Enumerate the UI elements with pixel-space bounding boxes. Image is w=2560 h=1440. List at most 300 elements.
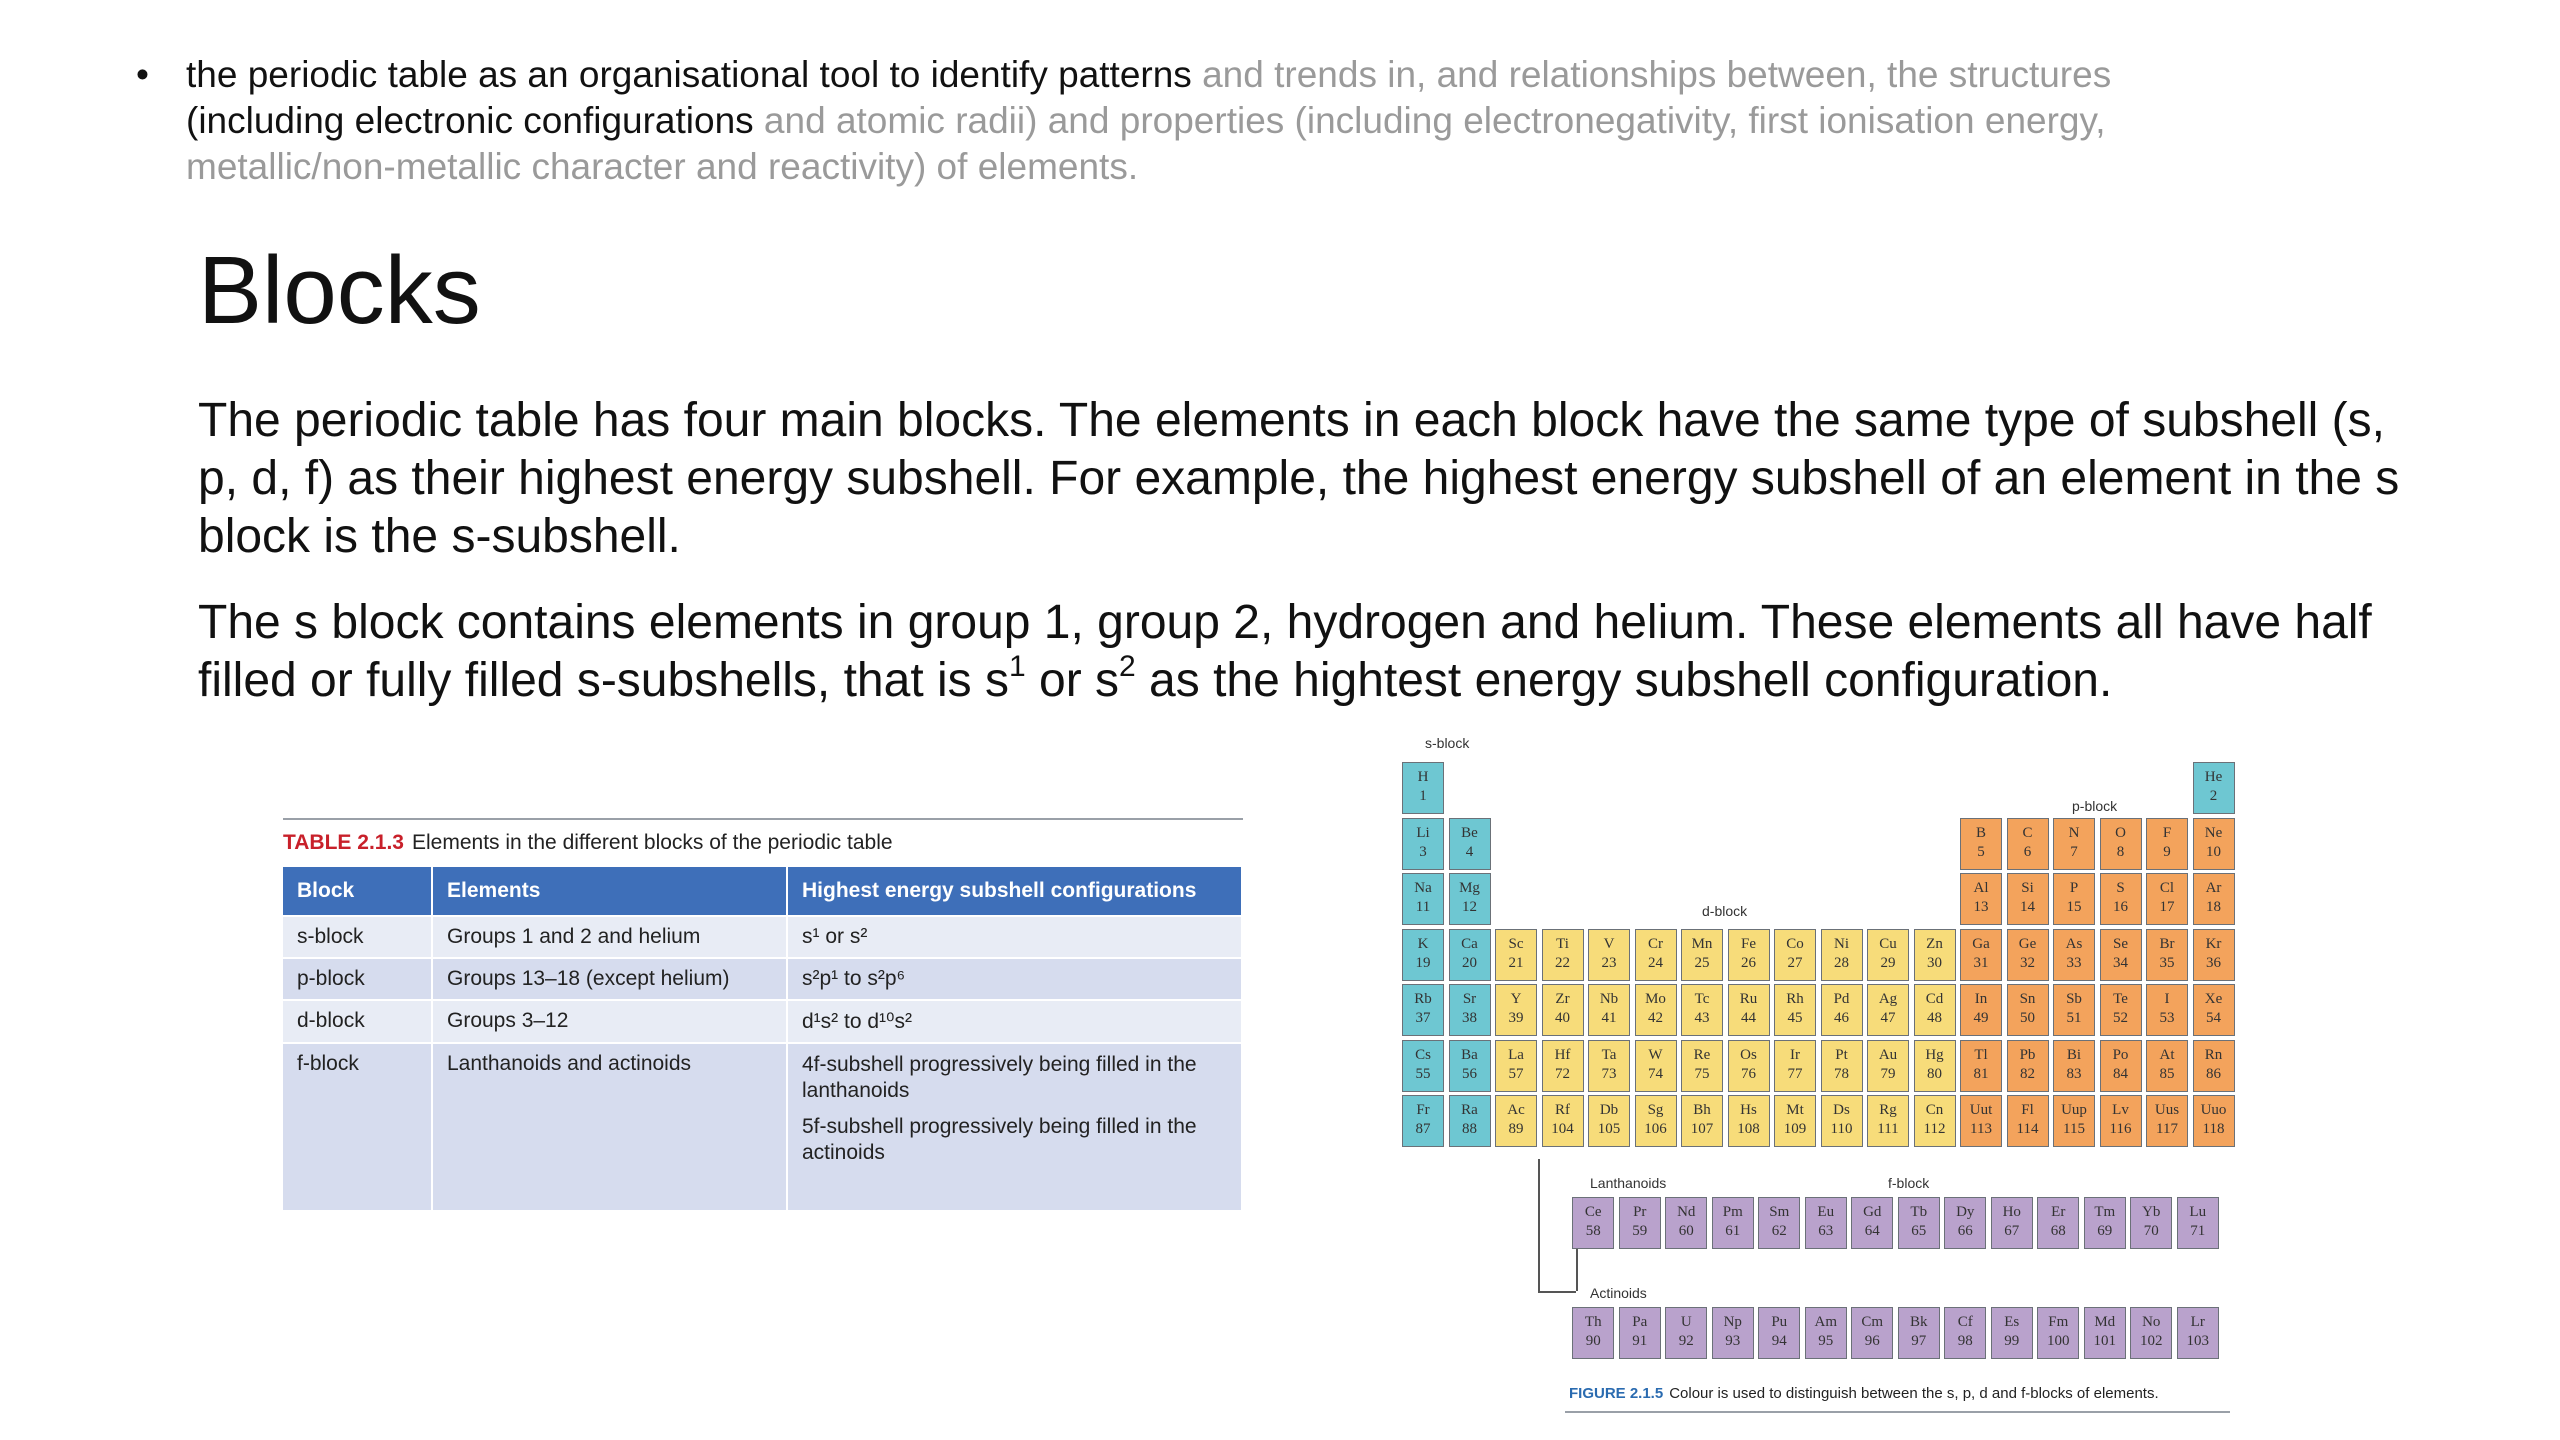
element-number: 22 xyxy=(1555,954,1570,971)
element-number: 83 xyxy=(2066,1065,2082,1082)
element-number: 50 xyxy=(2020,1010,2035,1026)
element-number: 44 xyxy=(1741,1010,1756,1026)
element-symbol: H xyxy=(1417,769,1429,785)
element-symbol: Lu xyxy=(2189,1204,2207,1220)
element-cell-pa xyxy=(1619,1307,1661,1359)
element-number: 10 xyxy=(2206,843,2221,860)
element-cell-tm xyxy=(2084,1197,2126,1249)
element-number: 51 xyxy=(2066,1010,2082,1026)
element-symbol: Th xyxy=(1584,1314,1602,1330)
element-cell-ir xyxy=(1774,1040,1816,1092)
element-symbol: Ne xyxy=(2204,824,2223,841)
element-number: 113 xyxy=(1970,1121,1992,1137)
element-symbol: Fr xyxy=(1416,1102,1430,1118)
element-number: 65 xyxy=(1911,1223,1927,1239)
element-number: 41 xyxy=(1601,1010,1617,1026)
element-number: 82 xyxy=(2020,1065,2035,1082)
element-number: 12 xyxy=(1462,899,1477,915)
element-symbol: Li xyxy=(1416,824,1430,841)
element-cell-si xyxy=(2007,873,2049,925)
element-cell-bk xyxy=(1898,1307,1940,1359)
element-symbol: F xyxy=(2162,824,2172,841)
element-number: 63 xyxy=(1818,1223,1834,1239)
element-symbol: Ce xyxy=(1584,1204,1602,1220)
element-symbol: Cu xyxy=(1879,935,1897,952)
element-cell-kr xyxy=(2193,929,2235,981)
element-symbol: Mn xyxy=(1691,935,1713,952)
element-symbol: Cs xyxy=(1415,1046,1431,1063)
label-lanthanoids: Lanthanoids xyxy=(1590,1175,1667,1191)
para2-part-a: The s block contains elements in group 1, group 2, hydrogen and helium. These elements all have half filled or fully filled s-subshells, that is s xyxy=(198,596,2372,707)
element-cell-cm xyxy=(1851,1307,1893,1359)
element-symbol: Cr xyxy=(1648,935,1663,952)
bullet-line2-dark: including electronic configurations xyxy=(198,100,754,141)
element-symbol: Al xyxy=(1973,880,1989,896)
element-symbol: Mt xyxy=(1786,1102,1804,1118)
element-cell-se xyxy=(2100,929,2142,981)
element-number: 39 xyxy=(1508,1010,1524,1026)
element-symbol: Na xyxy=(1414,880,1432,896)
element-symbol: O xyxy=(2115,824,2126,841)
element-symbol: Ra xyxy=(1461,1102,1478,1118)
element-number: 76 xyxy=(1741,1065,1756,1082)
element-symbol: Rb xyxy=(1414,991,1432,1007)
f-block-connector-vertical xyxy=(1538,1159,1540,1291)
element-number: 73 xyxy=(1601,1065,1617,1082)
element-number: 89 xyxy=(1508,1121,1524,1137)
element-cell-pd xyxy=(1821,984,1863,1036)
element-number: 24 xyxy=(1648,954,1663,971)
element-symbol: Sr xyxy=(1462,991,1477,1007)
element-number: 47 xyxy=(1880,1010,1896,1026)
element-symbol: Ru xyxy=(1739,991,1758,1007)
element-symbol: Cf xyxy=(1957,1314,1973,1330)
element-symbol: Rg xyxy=(1879,1102,1897,1118)
element-cell-in xyxy=(1960,984,2002,1036)
element-symbol: N xyxy=(2068,824,2080,841)
para2-part-c: as the hightest energy subshell configuration. xyxy=(1135,654,2113,707)
element-number: 1 xyxy=(1419,788,1427,804)
element-cell-y xyxy=(1495,984,1537,1036)
element-number: 2 xyxy=(2209,788,2218,804)
label-d-block: d-block xyxy=(1702,903,1748,919)
figure-bottom-rule xyxy=(1565,1411,2230,1413)
element-cell-u xyxy=(1665,1307,1707,1359)
element-cell-cs xyxy=(1402,1040,1444,1092)
element-symbol: Sb xyxy=(2066,991,2082,1007)
cell-elements: Lanthanoids and actinoids xyxy=(432,1043,787,1210)
element-cell-na xyxy=(1402,873,1444,925)
element-symbol: Cn xyxy=(1925,1102,1944,1118)
element-symbol: Tb xyxy=(1910,1204,1928,1220)
element-symbol: Ti xyxy=(1556,935,1569,952)
element-number: 72 xyxy=(1555,1065,1570,1082)
element-cell-h xyxy=(1402,762,1444,814)
superscript-2: 2 xyxy=(1119,650,1136,683)
element-number: 69 xyxy=(2097,1223,2113,1239)
element-cell-te xyxy=(2100,984,2142,1036)
element-cell-pt xyxy=(1821,1040,1863,1092)
element-number: 110 xyxy=(1830,1121,1853,1137)
element-number: 53 xyxy=(2159,1010,2175,1026)
element-cell-dy xyxy=(1944,1197,1986,1249)
element-number: 6 xyxy=(2023,843,2032,860)
element-symbol: Ge xyxy=(2018,935,2037,952)
element-cell-lu xyxy=(2177,1197,2219,1249)
paragraph-s-block xyxy=(198,594,2428,710)
element-cell-c xyxy=(2007,818,2049,870)
element-cell-sg xyxy=(1635,1095,1677,1147)
page-title: Blocks xyxy=(198,237,481,344)
element-number: 97 xyxy=(1911,1333,1927,1349)
element-number: 48 xyxy=(1927,1010,1942,1026)
element-cell-ds xyxy=(1821,1095,1863,1147)
element-symbol: Db xyxy=(1599,1102,1619,1118)
element-symbol: At xyxy=(2159,1046,2175,1063)
element-number: 5 xyxy=(1977,843,1985,860)
element-symbol: Au xyxy=(1878,1046,1898,1063)
element-number: 46 xyxy=(1834,1010,1849,1026)
element-number: 115 xyxy=(2063,1121,2085,1137)
element-cell-tc xyxy=(1681,984,1723,1036)
element-cell-yb xyxy=(2130,1197,2172,1249)
cell-config: s²p¹ to s²p⁶ xyxy=(787,958,1242,1000)
element-symbol: S xyxy=(2116,880,2125,896)
element-cell-ge xyxy=(2007,929,2049,981)
table-top-rule xyxy=(283,818,1243,820)
element-symbol: Cd xyxy=(1925,991,1944,1007)
element-cell-re xyxy=(1681,1040,1723,1092)
element-number: 111 xyxy=(1877,1121,1899,1137)
element-number: 98 xyxy=(1957,1333,1973,1349)
cell-elements: Groups 1 and 2 and helium xyxy=(432,916,787,958)
element-cell-pm xyxy=(1712,1197,1754,1249)
element-number: 90 xyxy=(1585,1333,1601,1349)
element-cell-xe xyxy=(2193,984,2235,1036)
element-cell-p xyxy=(2053,873,2095,925)
element-cell-mt xyxy=(1774,1095,1816,1147)
element-symbol: Hg xyxy=(1925,1046,1944,1063)
element-number: 42 xyxy=(1648,1010,1663,1026)
element-number: 52 xyxy=(2113,1010,2128,1026)
element-number: 112 xyxy=(1923,1121,1946,1137)
element-cell-zn xyxy=(1914,929,1956,981)
element-number: 31 xyxy=(1973,954,1989,971)
element-number: 8 xyxy=(2116,843,2125,860)
element-cell-cf xyxy=(1944,1307,1986,1359)
element-number: 40 xyxy=(1555,1010,1570,1026)
bullet-line2-grey: and atomic radii) and properties (including electronegativity, first ionisation energy, xyxy=(753,100,2106,141)
cell-block: s-block xyxy=(283,916,432,958)
config-actinoids: 5f-subshell progressively being filled in the actinoids xyxy=(802,1115,1197,1164)
element-symbol: Ag xyxy=(1878,991,1898,1007)
element-number: 116 xyxy=(2109,1121,2132,1137)
element-symbol: Tm xyxy=(2094,1204,2116,1220)
cell-elements: Groups 13–18 (except helium) xyxy=(432,958,787,1000)
element-cell-f xyxy=(2146,818,2188,870)
paragraph-blocks-intro: The periodic table has four main blocks. The elements in each block have the same type of subshell (s, p, d, f) as their highest energy subshell. For example, the highest energy subshell of an element in the s block is the s-subshell. xyxy=(198,394,2400,563)
element-number: 17 xyxy=(2159,899,2175,915)
element-number: 104 xyxy=(1551,1121,1574,1137)
element-symbol: Si xyxy=(2021,880,2034,896)
table-row xyxy=(283,916,1242,958)
element-number: 86 xyxy=(2206,1065,2221,1082)
element-cell-rg xyxy=(1867,1095,1909,1147)
element-symbol: B xyxy=(1975,824,1986,841)
header-elements: Elements xyxy=(432,867,787,916)
element-symbol: Zr xyxy=(1555,991,1570,1007)
element-cell-hf xyxy=(1542,1040,1584,1092)
element-cell-nd xyxy=(1665,1197,1707,1249)
element-symbol: Tl xyxy=(1974,1046,1988,1063)
element-cell-rh xyxy=(1774,984,1816,1036)
element-symbol: Np xyxy=(1723,1314,1742,1330)
element-number: 28 xyxy=(1834,954,1849,971)
element-symbol: Eu xyxy=(1817,1204,1835,1220)
element-number: 108 xyxy=(1737,1121,1760,1137)
element-cell-pr xyxy=(1619,1197,1661,1249)
element-symbol: Ni xyxy=(1834,935,1849,952)
element-cell-mo xyxy=(1635,984,1677,1036)
element-cell-tb xyxy=(1898,1197,1940,1249)
element-symbol: Cm xyxy=(1861,1314,1884,1330)
element-symbol: Zn xyxy=(1926,935,1943,952)
element-cell-ar xyxy=(2193,873,2235,925)
element-symbol: Gd xyxy=(1863,1204,1882,1220)
element-number: 33 xyxy=(2066,954,2082,971)
element-symbol: Es xyxy=(2004,1314,2020,1330)
element-cell-cd xyxy=(1914,984,1956,1036)
element-number: 81 xyxy=(1973,1065,1989,1082)
element-cell-cu xyxy=(1867,929,1909,981)
element-number: 27 xyxy=(1787,954,1803,971)
element-number: 58 xyxy=(1585,1223,1601,1239)
element-number: 14 xyxy=(2020,899,2035,915)
cell-block: f-block xyxy=(283,1043,432,1210)
element-number: 95 xyxy=(1818,1333,1834,1349)
blocks-table-figure xyxy=(283,818,1243,1210)
figure-caption xyxy=(1569,1385,2159,1402)
element-cell-no xyxy=(2130,1307,2172,1359)
element-cell-v xyxy=(1588,929,1630,981)
element-symbol: Br xyxy=(2159,935,2175,952)
element-symbol: Md xyxy=(2094,1314,2116,1330)
element-symbol: Sg xyxy=(1647,1102,1664,1118)
element-number: 103 xyxy=(2186,1333,2209,1349)
element-symbol: C xyxy=(2022,824,2033,841)
element-cell-ac xyxy=(1495,1095,1537,1147)
element-cell-rn xyxy=(2193,1040,2235,1092)
element-symbol: Cl xyxy=(2159,880,2175,896)
element-number: 57 xyxy=(1508,1065,1524,1082)
element-number: 100 xyxy=(2047,1333,2070,1349)
element-number: 61 xyxy=(1725,1223,1741,1239)
element-cell-ra xyxy=(1449,1095,1491,1147)
element-cell-pu xyxy=(1758,1307,1800,1359)
element-symbol: Y xyxy=(1510,991,1522,1007)
element-number: 18 xyxy=(2206,899,2221,915)
element-number: 30 xyxy=(1927,954,1942,971)
element-cell-k xyxy=(1402,929,1444,981)
table-caption xyxy=(283,831,1243,855)
element-cell-fr xyxy=(1402,1095,1444,1147)
element-symbol: Co xyxy=(1786,935,1804,952)
curriculum-bullet xyxy=(138,52,2378,190)
figure-caption-text: Colour is used to distinguish between the s, p, d and f-blocks of elements. xyxy=(1669,1385,2159,1402)
element-symbol: Tc xyxy=(1694,991,1710,1007)
element-cell-ti xyxy=(1542,929,1584,981)
element-number: 102 xyxy=(2140,1333,2163,1349)
element-number: 99 xyxy=(2004,1333,2020,1349)
table-row xyxy=(283,1000,1242,1043)
element-symbol: Rn xyxy=(2204,1046,2223,1063)
element-symbol: Am xyxy=(1814,1314,1837,1330)
element-symbol: Ta xyxy=(1601,1046,1617,1063)
element-symbol: V xyxy=(1603,935,1615,952)
element-number: 29 xyxy=(1880,954,1896,971)
element-number: 9 xyxy=(2163,843,2171,860)
element-symbol: Xe xyxy=(2204,991,2223,1007)
element-cell-w xyxy=(1635,1040,1677,1092)
element-symbol: Pb xyxy=(2019,1046,2036,1063)
element-cell-ni xyxy=(1821,929,1863,981)
element-number: 96 xyxy=(1864,1333,1880,1349)
element-cell-n xyxy=(2053,818,2095,870)
element-symbol: I xyxy=(2164,991,2170,1007)
element-symbol: Dy xyxy=(1956,1204,1975,1220)
element-number: 117 xyxy=(2156,1121,2178,1137)
superscript-1: 1 xyxy=(1008,650,1026,683)
element-number: 36 xyxy=(2206,954,2221,971)
element-number: 79 xyxy=(1880,1065,1896,1082)
cell-elements: Groups 3–12 xyxy=(432,1000,787,1043)
element-cell-ne xyxy=(2193,818,2235,870)
element-symbol: Rf xyxy=(1555,1102,1570,1118)
element-number: 64 xyxy=(1864,1223,1880,1239)
element-cell-ce xyxy=(1572,1197,1614,1249)
bullet-line3-grey: metallic/non-metallic character and reactivity) of elements. xyxy=(186,146,1139,187)
element-number: 66 xyxy=(1957,1223,1973,1239)
element-number: 16 xyxy=(2113,899,2128,915)
element-cell-pb xyxy=(2007,1040,2049,1092)
element-cell-hg xyxy=(1914,1040,1956,1092)
element-symbol: Yb xyxy=(2142,1204,2161,1220)
element-number: 92 xyxy=(1678,1333,1694,1349)
element-number: 74 xyxy=(1648,1065,1663,1082)
element-number: 38 xyxy=(1462,1010,1477,1026)
element-symbol: Pr xyxy=(1633,1204,1647,1220)
element-number: 68 xyxy=(2050,1223,2066,1239)
element-symbol: Ac xyxy=(1507,1102,1525,1118)
element-cell-ru xyxy=(1728,984,1770,1036)
config-lanthanoids: 4f-subshell progressively being filled in the lanthanoids xyxy=(802,1053,1197,1102)
element-cell-rf xyxy=(1542,1095,1584,1147)
element-cell-zr xyxy=(1542,984,1584,1036)
element-symbol: Se xyxy=(2113,935,2128,952)
element-number: 60 xyxy=(1678,1223,1694,1239)
element-number: 101 xyxy=(2093,1333,2116,1349)
element-symbol: Be xyxy=(1461,824,1478,841)
element-cell-os xyxy=(1728,1040,1770,1092)
element-symbol: Fe xyxy=(1741,935,1756,952)
cell-config: s¹ or s² xyxy=(787,916,1242,958)
element-cell-lv xyxy=(2100,1095,2142,1147)
header-block: Block xyxy=(283,867,432,916)
element-number: 45 xyxy=(1787,1010,1803,1026)
element-cell-eu xyxy=(1805,1197,1847,1249)
element-number: 84 xyxy=(2113,1065,2128,1082)
element-number: 7 xyxy=(2070,843,2078,860)
element-number: 78 xyxy=(1834,1065,1849,1082)
element-cell-ca xyxy=(1449,929,1491,981)
element-cell-tl xyxy=(1960,1040,2002,1092)
cell-block: p-block xyxy=(283,958,432,1000)
element-symbol: Ho xyxy=(2002,1204,2021,1220)
element-symbol: Sc xyxy=(1508,935,1524,952)
element-cell-db xyxy=(1588,1095,1630,1147)
periodic-table-figure xyxy=(1380,735,2240,1415)
element-symbol: Lr xyxy=(2190,1314,2205,1330)
element-symbol: La xyxy=(1508,1046,1524,1063)
element-cell-au xyxy=(1867,1040,1909,1092)
label-p-block: p-block xyxy=(2072,798,2118,814)
element-symbol: Bk xyxy=(1909,1314,1928,1330)
element-symbol: Ar xyxy=(2205,880,2222,896)
element-symbol: Fl xyxy=(2021,1102,2034,1118)
element-symbol: Nb xyxy=(1599,991,1619,1007)
element-number: 91 xyxy=(1632,1333,1648,1349)
cell-block: d-block xyxy=(283,1000,432,1043)
label-s-block: s-block xyxy=(1425,735,1470,751)
element-cell-uuo xyxy=(2193,1095,2235,1147)
element-number: 109 xyxy=(1783,1121,1807,1137)
element-number: 71 xyxy=(2190,1223,2206,1239)
element-cell-sr xyxy=(1449,984,1491,1036)
element-cell-nb xyxy=(1588,984,1630,1036)
element-symbol: Mo xyxy=(1645,991,1666,1007)
element-number: 94 xyxy=(1771,1333,1787,1349)
element-symbol: Nd xyxy=(1677,1204,1696,1220)
element-symbol: K xyxy=(1417,935,1429,952)
element-symbol: In xyxy=(1974,991,1988,1007)
element-number: 13 xyxy=(1973,899,1989,915)
element-number: 37 xyxy=(1415,1010,1431,1026)
table-caption-label: TABLE 2.1.3 xyxy=(283,831,404,854)
element-symbol: Pa xyxy=(1632,1314,1648,1330)
element-cell-uup xyxy=(2053,1095,2095,1147)
element-cell-sm xyxy=(1758,1197,1800,1249)
element-cell-at xyxy=(2146,1040,2188,1092)
element-cell-np xyxy=(1712,1307,1754,1359)
element-symbol: Te xyxy=(2113,991,2128,1007)
element-cell-la xyxy=(1495,1040,1537,1092)
element-symbol: Ca xyxy=(1461,935,1478,952)
element-cell-li xyxy=(1402,818,1444,870)
element-cell-lr xyxy=(2177,1307,2219,1359)
element-number: 21 xyxy=(1508,954,1524,971)
element-symbol: Rh xyxy=(1786,991,1804,1007)
element-cell-ho xyxy=(1991,1197,2033,1249)
element-symbol: Pd xyxy=(1833,991,1850,1007)
element-number: 15 xyxy=(2066,899,2082,915)
element-cell-co xyxy=(1774,929,1816,981)
element-number: 35 xyxy=(2159,954,2175,971)
element-cell-o xyxy=(2100,818,2142,870)
element-symbol: Hs xyxy=(1740,1102,1757,1118)
element-number: 114 xyxy=(2016,1121,2039,1137)
element-cell-sc xyxy=(1495,929,1537,981)
table-row xyxy=(283,958,1242,1000)
